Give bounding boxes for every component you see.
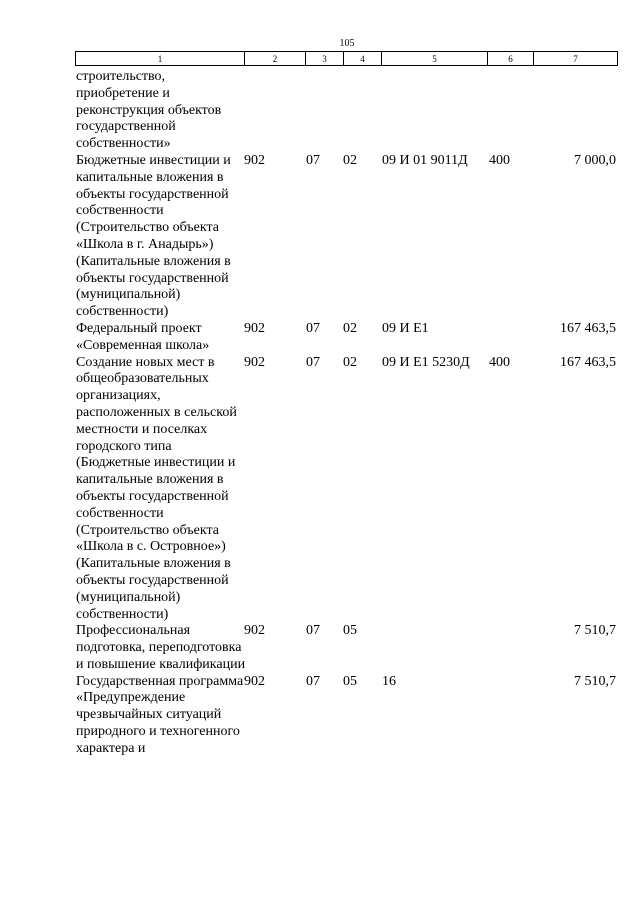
table-row	[0, 69, 640, 153]
row-subsection-code: 05	[343, 673, 357, 689]
row-amount: 7 510,7	[574, 623, 616, 639]
table-header	[75, 51, 618, 66]
row-name: Федеральный проект «Современная школа»	[76, 320, 210, 353]
table-row	[0, 623, 640, 673]
row-name: Бюджетные инвестиции и капитальные вложения в объекты государственной собственности (Строительство объекта «Школа в г. Анадырь») (Капитальные вложения в объекты государственной (муниципальной) собственности)	[76, 152, 231, 320]
header-col-7: 7	[533, 52, 618, 66]
row-name: Создание новых мест в общеобразовательных организациях, расположенных в сельской местности и поселках городского типа (Бюджетные инвестиции и капитальные вложения в объекты государственной собственности (Строительство объекта «Школа в с. Островное») (Капитальные вложения в объекты государственной (муниципальной) собственности)	[76, 354, 237, 622]
row-ministry-code: 902	[244, 673, 265, 689]
row-expense-type: 400	[489, 354, 510, 370]
row-ministry-code: 902	[244, 623, 265, 639]
row-subsection-code: 02	[343, 354, 357, 370]
row-section-code: 07	[306, 320, 320, 336]
row-target-code: 09 И 01 9011Д	[382, 152, 468, 168]
row-section-code: 07	[306, 354, 320, 370]
header-col-6: 6	[487, 52, 533, 66]
table-row	[0, 674, 640, 758]
header-col-1: 1	[75, 52, 244, 66]
row-target-code: 16	[382, 673, 396, 689]
row-subsection-code: 02	[343, 152, 357, 168]
row-amount: 167 463,5	[560, 354, 616, 370]
row-ministry-code: 902	[244, 354, 265, 370]
row-section-code: 07	[306, 623, 320, 639]
row-name: строительство, приобретение и реконструкция объектов государственной собственности»	[76, 69, 222, 152]
page-number: 105	[339, 38, 355, 49]
table-body	[0, 69, 640, 758]
row-expense-type: 400	[489, 152, 510, 168]
row-subsection-code: 02	[343, 320, 357, 336]
row-target-code: 09 И Е1	[382, 320, 429, 336]
table-row	[0, 321, 640, 355]
header-col-4: 4	[343, 52, 381, 66]
header-col-3: 3	[305, 52, 343, 66]
row-subsection-code: 05	[343, 623, 357, 639]
row-ministry-code: 902	[244, 152, 265, 168]
row-name: Государственная программа «Предупреждение чрезвычайных ситуаций природного и техногенного характера и	[76, 673, 244, 756]
table-row	[0, 355, 640, 624]
row-ministry-code: 902	[244, 320, 265, 336]
row-section-code: 07	[306, 673, 320, 689]
row-amount: 7 000,0	[574, 152, 616, 168]
row-section-code: 07	[306, 152, 320, 168]
table-row	[0, 153, 640, 321]
row-amount: 167 463,5	[560, 320, 616, 336]
row-name: Профессиональная подготовка, переподготовка и повышение квалификации	[76, 623, 246, 672]
header-col-2: 2	[244, 52, 305, 66]
row-amount: 7 510,7	[574, 673, 616, 689]
row-target-code: 09 И Е1 5230Д	[382, 354, 470, 370]
header-col-5: 5	[381, 52, 487, 66]
